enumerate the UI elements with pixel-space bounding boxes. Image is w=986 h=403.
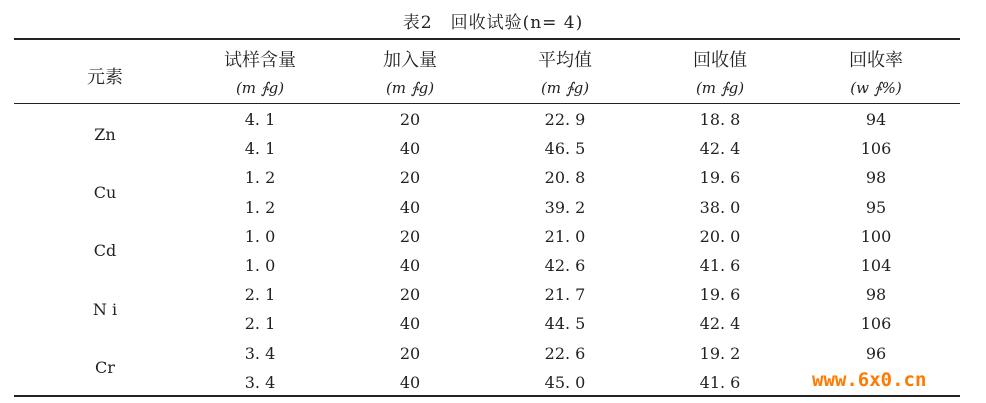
header-unit: (m ∱g): [385, 79, 435, 97]
header-sample-content: [190, 50, 330, 99]
added-amount-cell: 20: [399, 226, 421, 246]
header-label: 回收率: [849, 50, 903, 71]
recovered-cell: 42. 4: [699, 314, 741, 334]
recovery-rate-cell: 94: [865, 110, 887, 129]
average-cell: 44. 5: [544, 314, 586, 334]
header-label: 平均值: [538, 50, 592, 71]
element-label: Cu: [93, 183, 117, 202]
sample-content-cell: 1. 0: [244, 226, 276, 246]
sample-content-cell: 1. 2: [244, 197, 276, 217]
recovered-cell: 19. 6: [699, 168, 741, 188]
recovered-cell: 18. 8: [699, 110, 741, 129]
header-recovered: [650, 50, 790, 99]
recovery-rate-cell: 106: [860, 139, 892, 159]
header-element: 元素: [87, 67, 123, 88]
average-cell: 42. 6: [544, 256, 586, 275]
element-label: Cr: [95, 358, 115, 378]
recovery-rate-cell: 100: [860, 226, 892, 246]
added-amount-cell: 40: [399, 314, 421, 334]
added-amount-cell: 20: [399, 168, 421, 188]
sample-content-cell: 3. 4: [244, 343, 276, 363]
sample-content-cell: 4. 1: [244, 139, 276, 159]
header-unit: (w ∱%): [850, 79, 902, 97]
added-amount-cell: 20: [399, 110, 421, 129]
recovery-rate-cell: 96: [865, 343, 887, 363]
added-amount-cell: 20: [399, 285, 421, 305]
recovery-rate-cell: 106: [860, 314, 892, 334]
average-cell: 39. 2: [544, 197, 586, 217]
added-amount-cell: 40: [399, 197, 421, 217]
header-rule: [14, 103, 960, 104]
header-unit: (m ∱g): [695, 79, 745, 97]
average-cell: 45. 0: [544, 372, 586, 392]
recovered-cell: 20. 0: [699, 226, 741, 246]
header-label: 回收值: [693, 50, 747, 71]
sample-content-cell: 2. 1: [244, 285, 276, 305]
sample-content-cell: 4. 1: [244, 110, 276, 129]
recovered-cell: 19. 2: [699, 343, 741, 363]
recovered-cell: 41. 6: [699, 372, 741, 392]
element-label: Cd: [93, 241, 117, 261]
header-label: 试样含量: [224, 50, 296, 71]
sample-content-cell: 1. 2: [244, 168, 276, 188]
header-label: 加入量: [383, 50, 437, 71]
average-cell: 22. 6: [544, 343, 586, 363]
element-label: Zn: [94, 124, 116, 144]
table-caption: 表2 回收试验(n= 4): [402, 13, 584, 33]
recovered-cell: 41. 6: [699, 256, 741, 275]
added-amount-cell: 40: [399, 256, 421, 275]
sample-content-cell: 2. 1: [244, 314, 276, 334]
header-average: [495, 50, 635, 99]
header-unit: (m ∱g): [235, 79, 285, 97]
recovery-rate-cell: 98: [865, 168, 887, 188]
average-cell: 21. 7: [544, 285, 586, 305]
recovered-cell: 19. 6: [699, 285, 741, 305]
sample-content-cell: 1. 0: [244, 256, 276, 275]
average-cell: 21. 0: [544, 226, 586, 246]
watermark: www.6x0.cn: [812, 369, 927, 391]
added-amount-cell: 40: [399, 139, 421, 159]
added-amount-cell: 20: [399, 343, 421, 363]
sample-content-cell: 3. 4: [244, 372, 276, 392]
added-amount-cell: 40: [399, 372, 421, 392]
top-rule: [14, 38, 960, 40]
recovery-rate-cell: 95: [865, 197, 887, 217]
recovery-rate-cell: 104: [860, 256, 892, 275]
recovered-cell: 38. 0: [699, 197, 741, 217]
recovered-cell: 42. 4: [699, 139, 741, 159]
average-cell: 20. 8: [544, 168, 586, 188]
average-cell: 22. 9: [544, 110, 586, 129]
header-added-amount: [340, 50, 480, 99]
bottom-rule: [14, 395, 960, 397]
element-label: N i: [92, 299, 118, 319]
header-recovery-rate: [806, 50, 946, 99]
recovery-rate-cell: 98: [865, 285, 887, 305]
average-cell: 46. 5: [544, 139, 586, 159]
header-unit: (m ∱g): [540, 79, 590, 97]
